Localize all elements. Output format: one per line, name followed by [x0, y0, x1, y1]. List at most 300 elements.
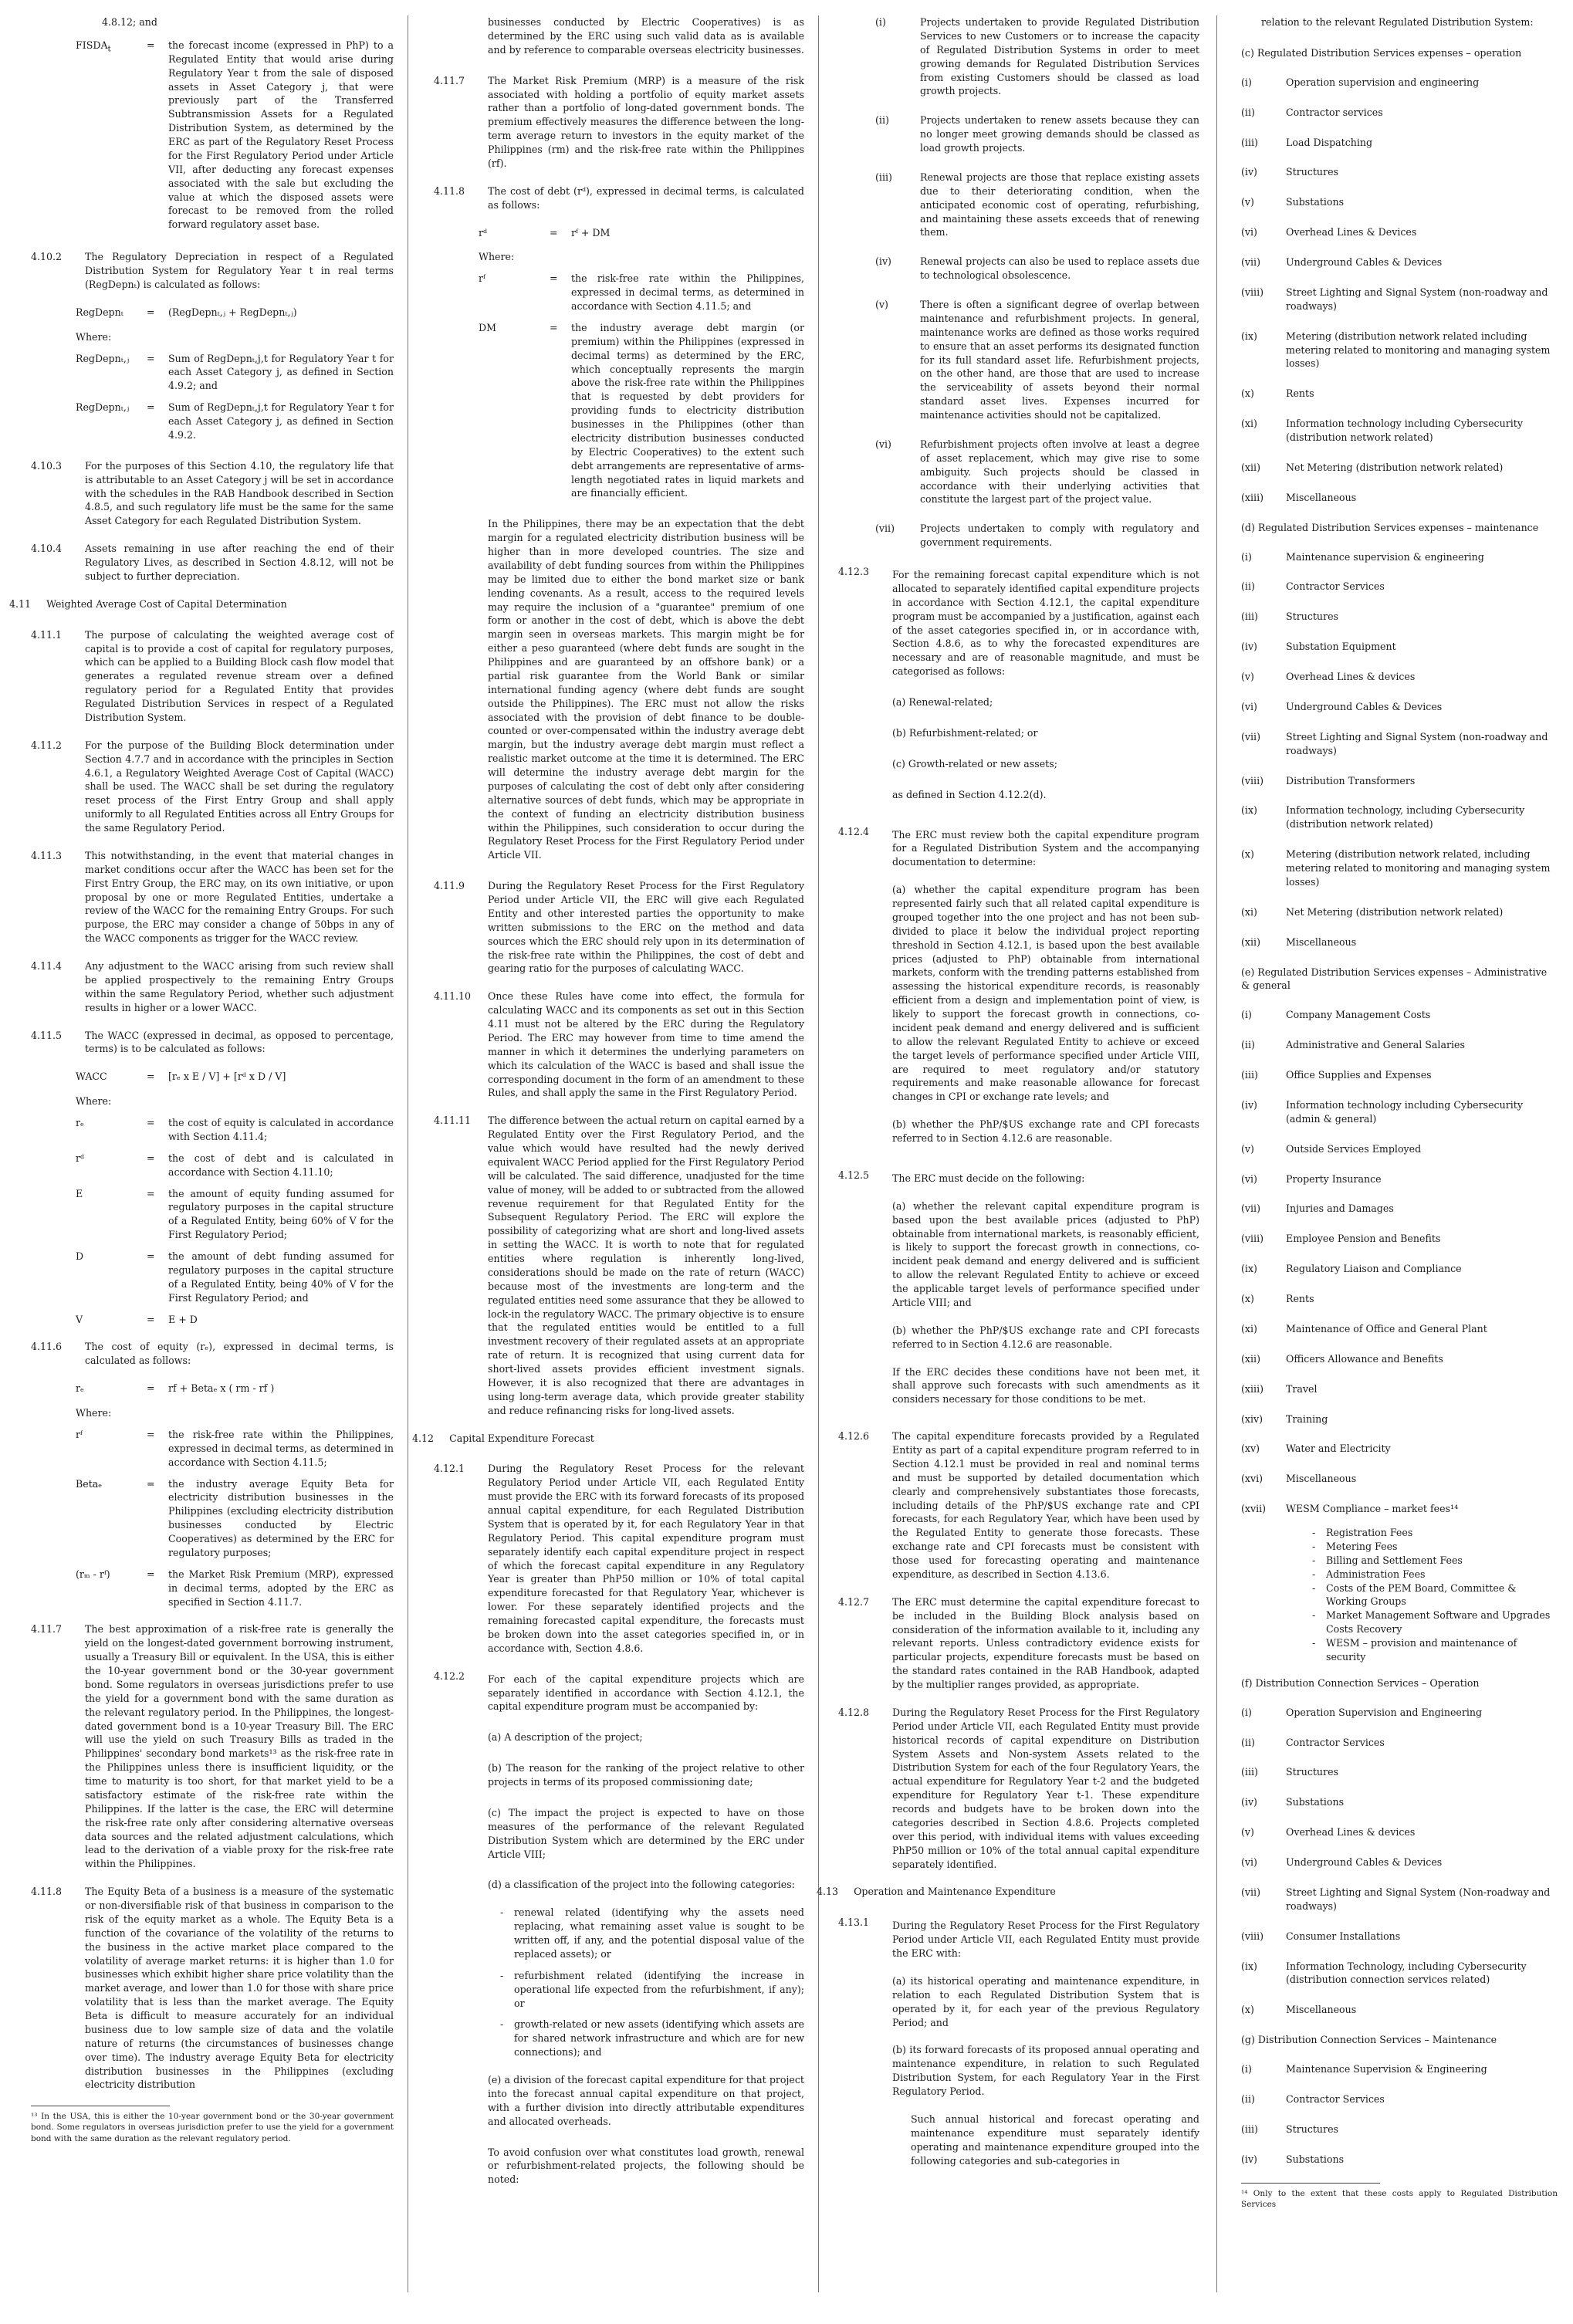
category-item-text: Information Technology, including Cybersecurity (distribution connection services related): [1286, 1960, 1527, 1986]
list-item: (a) its historical operating and maintenance expenditure, in relation to each Regulated Distribution System that is operated by it, for each year of the previous Regulatory Period; and: [892, 1974, 1199, 2028]
category-item-text: Contractor Services: [1286, 2092, 1385, 2105]
column-3: [817, 15, 1199, 2190]
clause-text: The Equity Beta of a business is a measure of the systematic or non-diversifiable risk of that business in comparison to the risk of the equity market as a whole. The Equity Beta is a function of the covariance of the volatility of the returns to the business in the active market place compared to the volatility of average market returns: it is higher than 1.0 for businesses which exhibit higher share price volatility than the market average, and lower than 1.0 for those with share price volatility that is less than the market average. The Equity Beta is difficult to measure accurately for an individual business due to low sample size of data and the volatile nature of returns (the circumstances of businesses change over time). The industry average Equity Beta for electricity distribution businesses in the Philippines (excluding electricity distribution: [85, 1886, 394, 2091]
category-item: [1241, 580, 1558, 594]
clause-4-10-3: [31, 459, 394, 528]
term-definition: Sum of RegDepnₜ,j,t for Regulatory Year t for each Asset Category j, as defined in Section 4.9.2.: [168, 401, 394, 441]
column-divider: [818, 15, 819, 2292]
category-item-text: Structures: [1286, 2123, 1338, 2135]
equation-rhs: rᶠ + DM: [571, 226, 611, 238]
roman-number: (i): [1241, 1009, 1252, 1021]
section-title: Operation and Maintenance Expenditure: [854, 1886, 1056, 1898]
clause-4-11-2: [31, 739, 394, 835]
clause-4-12-4: [838, 825, 1199, 1155]
category-item: [1241, 1142, 1558, 1156]
clause-number: 4.11.7: [31, 1623, 63, 1636]
category-item: [1241, 387, 1558, 401]
where-label: Where:: [76, 1095, 112, 1108]
roman-number: (iv): [1241, 1796, 1257, 1808]
category-item-text: Structures: [1286, 166, 1338, 178]
roman-number: (ii): [1241, 2092, 1255, 2105]
roman-item: [875, 171, 1199, 239]
clause-4-11-10: [434, 989, 804, 1100]
clause-text: The ERC must decide on the following:: [892, 1172, 1085, 1184]
clause-number: 4.12.3: [838, 566, 870, 577]
category-item: [1241, 2003, 1558, 2017]
clause-number: 4.13.1: [838, 1916, 870, 1929]
term: rₑ: [76, 1117, 84, 1128]
roman-number: (x): [1241, 1293, 1254, 1304]
clause-text: During the Regulatory Reset Process for the First Regulatory Period under Article VII, each Regulated Entity must provide the ERC with:: [892, 1920, 1199, 1959]
roman-number: (vii): [875, 523, 895, 535]
clause-4-11-7b: [434, 74, 804, 171]
section-number: 4.11: [9, 597, 32, 610]
clause-number: 4.11.9: [434, 880, 465, 892]
category-item-text: Street Lighting and Signal System (non-roadway and roadways): [1286, 286, 1548, 312]
term: D: [76, 1250, 84, 1262]
clause-tail: as defined in Section 4.12.2(d).: [892, 788, 1047, 800]
category-item-text: Metering (distribution network related, including metering related to monitoring and managing system losses): [1286, 848, 1551, 888]
column-1: [9, 15, 394, 2144]
roman-number: (iii): [875, 171, 892, 183]
clause-number: 4.11.3: [31, 849, 63, 861]
roman-number: (xiv): [1241, 1412, 1263, 1425]
category-item: [1241, 1008, 1558, 1022]
category-item-text: Net Metering (distribution network related): [1286, 461, 1504, 473]
category-item-text: Distribution Transformers: [1286, 774, 1416, 787]
equation-rhs: [rₑ x E / V] + [rᵈ x D / V]: [168, 1071, 286, 1083]
category-item: [1241, 1322, 1558, 1336]
clause-4-13-1: [838, 1916, 1199, 2177]
category-item-text: Underground Cables & Devices: [1286, 700, 1443, 712]
clause-4-11-8: [31, 1885, 394, 2092]
clause-number: 4.11.6: [31, 1341, 63, 1353]
category-item: [1241, 1352, 1558, 1366]
clause-4-11-6: [31, 1340, 394, 1368]
equation-lhs: WACC: [76, 1071, 107, 1083]
clause-4-10-4: [31, 542, 394, 584]
clause-number: 4.11.8: [434, 184, 465, 197]
roman-number: (ix): [1241, 804, 1257, 817]
dash-item-text: refurbishment related (identifying the increase in operational life expected from the refurbishment, if any); or: [514, 1969, 804, 2009]
category-item: [1241, 2092, 1558, 2106]
category-item: [1241, 1232, 1558, 1246]
category-item-text: Rents: [1286, 1293, 1314, 1304]
roman-number: (ix): [1241, 1960, 1257, 1972]
term-definition: the amount of debt funding assumed for regulatory purposes in the capital structure of a Regulated Entity, being 40% of V for the First Regulatory Period; and: [168, 1250, 394, 1304]
category-item-text: Office Supplies and Expenses: [1286, 1069, 1432, 1081]
clause-4-11-7: [31, 1622, 394, 1871]
fisda-subscript: t: [107, 44, 111, 54]
equation-lhs: RegDepnₜ: [76, 306, 123, 318]
roman-number: (vi): [1241, 226, 1257, 238]
category-item: [1241, 1855, 1558, 1869]
category-item: [1241, 1736, 1558, 1750]
category-item-text: Company Management Costs: [1286, 1009, 1431, 1021]
category-item: [1241, 1795, 1558, 1809]
category-heading: (e) Regulated Distribution Services expenses – Administrative & general: [1241, 966, 1548, 992]
list-item: (a) whether the capital expenditure program has been represented fairly such that all related capital expenditure is grouped together into the one project and has not been sub-divided to place it below the individual project reporting threshold in Section 4.12.1, is based upon the best available prices (adjusted to PhP) obtainable from international markets, conform with the trending patterns established from assessing the historical expenditure records, is reasonably efficient from a design and implementation point of view, is likely to support the forecast growth in connections, co-incident peak demand and energy delivered and is sufficient to allow the relevant Regulated Entity to achieve or exceed the target levels of performance specified under Article VIII, are required to meet regulatory and/or statutory requirements and make reasonable allowance for forecast changes in CPI or exchange rate levels; and: [892, 884, 1199, 1103]
term-definition: Sum of RegDepnₜ,j,t for Regulatory Year t for each Asset Category j, as defined in Section 4.9.2; and: [168, 352, 394, 392]
dash-item-text: renewal related (identifying why the assets need replacing, what remaining asset value is sought to be written off, if any, and the potential disposal value of the replaced assets); or: [514, 1906, 804, 1960]
clause-text: For the remaining forecast capital expenditure which is not allocated to separately identified capital expenditure projects in accordance with Section 4.12.1, the capital expenditure program must be accompanied by a justification, against each of the asset categories specified in, or in accordance with, Section 4.8.6, as to why the forecasted expenditures are necessary and are of reasonable magnitude, and must be categorised as follows:: [892, 569, 1199, 678]
category-item: [1241, 136, 1558, 150]
clause-body: [488, 1669, 804, 2197]
category-item-text: Property Insurance: [1286, 1172, 1382, 1185]
roman-number: (v): [1241, 671, 1254, 682]
clause-tail: Such annual historical and forecast operating and maintenance expenditure must separately identify operating and maintenance expenditure grouped into the following categories and sub-categories in: [911, 2113, 1199, 2167]
roman-item: [875, 15, 1199, 98]
category-heading: (g) Distribution Connection Services – Maintenance: [1241, 2034, 1497, 2046]
category-item-text: Information technology including Cybersecurity (admin & general): [1286, 1098, 1523, 1125]
category-item-text: Water and Electricity: [1286, 1443, 1391, 1455]
clause-number: 4.11.11: [434, 1115, 472, 1127]
roman-number: (i): [1241, 76, 1252, 88]
category-item-text: Overhead Lines & Devices: [1286, 226, 1417, 238]
roman-number: (xv): [1241, 1443, 1260, 1455]
roman-number: (v): [1241, 1142, 1254, 1155]
roman-number: (i): [875, 16, 886, 28]
definition-row: [76, 1250, 394, 1305]
clause-tail: If the ERC decides these conditions have not been met, it shall approve such forecasts with such amendments as it considers necessary for those conditions to be met.: [892, 1365, 1199, 1406]
roman-number: (xvii): [1241, 1503, 1267, 1515]
clause-text: The difference between the actual return on capital earned by a Regulated Entity over the First Regulatory Period, and the value which would have resulted had the newly derived equivalent WACC Period applied for the First Regulatory Period will be calculated. The said difference, unadjusted for the time value of money, will be added to or subtracted from the allowed revenue requirement for that Regulated Entity for the Subsequent Regulatory Period. The ERC will explore the possibility of categorizing what are short and long-lived assets in setting the WACC. It is worth to note that for regulated entities where regulation is inherently long-lived, considerations should be made on the rate of return (WACC) because most of the investments are long-term and the regulated entities need some assurance that they be allowed to lock-in the regulatory WACC. The primary objective is to ensure that the regulated entities would be entitled to a full investment recovery of their regulated assets at an appropriate rate of return. It is recognized that using current data for short-lived assets provides efficient investment signals. However, it is also recognized that there are advantages in using long-term average data, which provide greater stability and reduce refinancing risks for long-lived assets.: [488, 1115, 804, 1416]
note-paragraph: To avoid confusion over what constitutes load growth, renewal or refurbishment-related projects, the following should be noted:: [488, 2146, 804, 2186]
term: Betaₑ: [76, 1477, 103, 1490]
roman-number: (iii): [1241, 2123, 1258, 2135]
roman-number: (xvi): [1241, 1473, 1263, 1485]
category-item: [1241, 106, 1558, 120]
clause-text: During the Regulatory Reset Process for the First Regulatory Period under Article VII, the ERC will give each Regulated Entity and other interested parties the opportunity to make written submissions to the ERC on the method and data sources which the ERC should rely upon in its determination of the risk-free rate within the Philippines, the cost of debt and gearing ratio for the purposes of calculating WACC.: [488, 880, 804, 975]
term: (rₘ - rᶠ): [76, 1568, 110, 1580]
category-item: [1241, 847, 1558, 889]
market-fee-text: Metering Fees: [1326, 1540, 1398, 1552]
section-number: 4.12: [412, 1432, 435, 1444]
equals-sign: =: [147, 1187, 155, 1199]
roman-text: Projects undertaken to provide Regulated Distribution Services to new Customers or to increase the capacity of Regulated Distribution Systems in order to meet growing demands for Regulated Distribution Services from existing Customers should be classed as load growth projects.: [920, 16, 1199, 97]
clause-number: 4.12.6: [838, 1430, 870, 1443]
category-item: [1241, 195, 1558, 209]
market-fee-text: Billing and Settlement Fees: [1326, 1554, 1463, 1566]
clause-4-12-7: [838, 1595, 1199, 1692]
term-definition: the industry average debt margin (or premium) within the Philippines (expressed in decimal terms) as determined by the ERC, which conceptually represents the margin above the risk-free rate within the Philippines that is requested by debt providers for providing funds to electricity distribution businesses in the Philippines (other than electricity distribution businesses conducted by Electric Cooperatives) to the extent such debt arrangements are representative of arms-length negotiated rates in liquid markets and are financially efficient.: [571, 321, 804, 499]
cost-of-debt-equation: [479, 226, 804, 240]
category-item-text: Employee Pension and Benefits: [1286, 1233, 1441, 1245]
category-item-text: Underground Cables & Devices: [1286, 1856, 1443, 1868]
roman-number: (vi): [1241, 1856, 1257, 1868]
roman-number: (ii): [1241, 1736, 1255, 1748]
roman-number: (iv): [1241, 166, 1257, 178]
footnote: ¹³ In the USA, this is either the 10-year government bond or the 30-year government bond. Some regulators in overseas jurisdiction prefer to use the yield for a government bond with the same duration as the relevant regulatory period.: [31, 2112, 394, 2143]
clause-4-10-2: [31, 250, 394, 292]
clause-number: 4.12.4: [838, 825, 870, 837]
clause-number: 4.11.5: [31, 1029, 63, 1041]
roman-number: (vi): [1241, 1172, 1257, 1185]
clause-4-12-8: [838, 1706, 1199, 1872]
equals-sign: =: [147, 1477, 155, 1490]
roman-number: (vii): [1241, 1203, 1260, 1215]
roman-item: [875, 255, 1199, 282]
roman-number: (iii): [1241, 136, 1258, 148]
continued-line: 4.8.12; and: [102, 16, 157, 28]
category-item: [1241, 1382, 1558, 1396]
category-item-text: Administrative and General Salaries: [1286, 1039, 1465, 1051]
clause-text: The WACC (expressed in decimal, as opposed to percentage, terms) is to be calculated as follows:: [85, 1029, 394, 1055]
term: V: [76, 1313, 83, 1325]
clause-number: 4.11.7: [434, 74, 465, 86]
equals-sign: =: [147, 401, 155, 414]
category-item: [1241, 550, 1558, 564]
category-item-text: Outside Services Employed: [1286, 1142, 1422, 1155]
continued-paragraph: businesses conducted by Electric Cooperatives) is as determined by the ERC using such valid data as is available and by reference to comparable overseas electricity businesses.: [488, 16, 804, 56]
clause-body: [892, 565, 1199, 811]
category-item-text: Net Metering (distribution network related): [1286, 905, 1504, 918]
roman-number: (iii): [1241, 1766, 1258, 1778]
equation-lhs: rₑ: [76, 1382, 84, 1395]
market-fee-item: - Registration Fees: [1312, 1526, 1558, 1540]
category-item-text: Structures: [1286, 1766, 1338, 1778]
roman-text: Projects undertaken to renew assets because they can no longer meet growing demands should be classed as load growth projects.: [920, 114, 1199, 154]
roman-number: (iii): [1241, 1069, 1258, 1081]
term: rᶠ: [479, 272, 485, 285]
term: rᵈ: [76, 1152, 85, 1164]
category-item: [1241, 640, 1558, 654]
where-label: Where:: [479, 251, 515, 263]
category-item: [1241, 165, 1558, 179]
equals-sign: =: [147, 306, 155, 318]
roman-item: [875, 438, 1199, 506]
roman-number: (viii): [1241, 1233, 1264, 1245]
roman-number: (v): [1241, 196, 1254, 208]
category-item: [1241, 330, 1558, 371]
term: RegDepnₜ,ⱼ: [76, 352, 130, 364]
definition-row: [479, 321, 804, 500]
section-number: 4.13: [817, 1886, 839, 1898]
clause-text: This notwithstanding, in the event that material changes in market conditions occur after the WACC has been set for the First Entry Group, the ERC may, on its own initiative, or upon proposal by one or more Regulated Entities, undertake a review of the WACC for the remaining Entry Groups. For such purpose, the ERC may consider a change of 50bps in any of the WACC components as trigger for the WACC review.: [85, 849, 394, 945]
term: E: [76, 1187, 83, 1199]
cost-of-equity-equation: [76, 1382, 394, 1395]
clause-text: The best approximation of a risk-free rate is generally the yield on the longest-dated government borrowing instrument, usually a Treasury Bill or equivalent. In the USA, this is either the 10-year government bond or the 30-year government bond. Some regulators in overseas jurisdictions prefer to use the yield for a government bond with the same duration as the relevant regulatory period. In the Philippines, the longest-dated government bond is a 10-year Treasury Bill. The ERC will use the yield on such Treasury Bills as traded in the Philippines' secondary bond markets¹³ as the risk-free rate in the Philippines unless there is insufficient liquidity, or the time to maturity is too short, for that market yield to be a satisfactory estimate of the risk-free rate within the Philippines. If the latter is the case, the ERC will determine the risk-free rate only after considering alternative overseas data sources and the related adjustment calculations, which lead to the derivation of a viable proxy for the risk-free rate within the Philippines.: [85, 1623, 394, 1870]
dash-item: - refurbishment related (identifying the increase in operational life expected from the refurbishment, if any); or: [500, 1969, 804, 2009]
clause-text: Once these Rules have come into effect, the formula for calculating WACC and its components as set out in this Section 4.11 must not be altered by the ERC during the Regulatory Period. The ERC may however from time to time amend the manner in which it determines the underlying parameters on which its calculation of the WACC is based and shall issue the corresponding document in the form of an amendment to these Rules, and shall apply the same in the First Regulatory Period.: [488, 990, 804, 1099]
clause-text: The purpose of calculating the weighted average cost of capital is to provide a cost of capital for regulatory purposes, which can be applied to a Building Block cash flow model that generates a regulated revenue stream over a defined regulatory period for a Regulated Entity that provides Regulated Distribution Services in respect of a Regulated Distribution System.: [85, 628, 394, 723]
clause-4-11-5: [31, 1029, 394, 1057]
roman-number: (vii): [1241, 730, 1260, 743]
term: rᶠ: [76, 1428, 83, 1440]
definition-row: [76, 352, 394, 394]
category-item: [1241, 1960, 1558, 1987]
clause-4-11-8b: [434, 184, 804, 212]
roman-number: (ii): [1241, 106, 1255, 118]
category-item: [1241, 417, 1558, 445]
equals-sign: =: [147, 1313, 155, 1325]
definition-row: [76, 1568, 394, 1609]
category-item: [1241, 461, 1558, 475]
term: RegDepnₜ,ⱼ: [76, 401, 130, 414]
category-item-text: Street Lighting and Signal System (non-roadway and roadways): [1286, 730, 1548, 756]
equals-sign: =: [147, 1071, 155, 1083]
list-item: (b) whether the PhP/$US exchange rate and CPI forecasts referred to in Section 4.12.6 are reasonable.: [892, 1118, 1199, 1144]
definition-row: [76, 401, 394, 442]
clause-body: [892, 1916, 1199, 2177]
list-item: (e) a division of the forecast capital expenditure for that project into the forecast annual capital expenditure on that project, with a further division into directly attributable expenditures and allocated overheads.: [488, 2074, 804, 2127]
category-item-text: Training: [1286, 1412, 1328, 1425]
where-label: Where:: [76, 1407, 112, 1419]
clause-4-12-3: [838, 565, 1199, 811]
clause-number: 4.11.8: [31, 1886, 63, 1898]
category-item: [1241, 730, 1558, 758]
market-fee-item: - Metering Fees: [1312, 1540, 1558, 1554]
category-item-text: Contractor services: [1286, 106, 1383, 118]
clause-4-12-2: [434, 1669, 804, 2197]
clause-text: Assets remaining in use after reaching the end of their Regulatory Lives, as described in Section 4.8.12, will not be subject to further depreciation.: [85, 543, 394, 582]
category-item: [1241, 1292, 1558, 1306]
category-item: [1241, 935, 1558, 949]
roman-number: (iii): [1241, 611, 1258, 623]
term-definition: the cost of debt and is calculated in accordance with Section 4.11.10;: [168, 1152, 394, 1178]
category-item-text: Substations: [1286, 2153, 1345, 2165]
term-definition: E + D: [168, 1313, 198, 1325]
category-item-text: Street Lighting and Signal System (Non-roadway and roadways): [1286, 1886, 1551, 1912]
category-item: [1241, 1442, 1558, 1456]
roman-number: (iv): [1241, 2153, 1257, 2165]
roman-text: Renewal projects are those that replace existing assets due to their deteriorating condition, when the anticipated economic cost of operating, refurbishing, and maintaining these assets exceeds that of renewing them.: [920, 171, 1199, 238]
roman-number: (iv): [1241, 1098, 1257, 1111]
roman-number: (xi): [1241, 418, 1257, 430]
category-item-text: Load Dispatching: [1286, 136, 1373, 148]
market-fee-text: Registration Fees: [1326, 1527, 1413, 1538]
category-item-text: Operation supervision and engineering: [1286, 76, 1480, 88]
definition-row: [76, 1152, 394, 1179]
roman-number: (xiii): [1241, 1382, 1264, 1395]
market-fees-list: [1312, 1526, 1558, 1664]
category-item-text: Miscellaneous: [1286, 491, 1357, 503]
term-definition: the risk-free rate within the Philippines, expressed in decimal terms, as determined in accordance with Section 4.11.5;: [168, 1428, 394, 1468]
category-item: [1241, 670, 1558, 684]
category-item: [1241, 1502, 1558, 1516]
clause-4-12-1: [434, 1462, 804, 1655]
clause-text: The Market Risk Premium (MRP) is a measure of the risk associated with holding a portfolio of equity market assets rather than a portfolio of long-dated government bonds. The premium effectively measures the difference between the long-term average return to investors in the equity market of the Philippines (rm) and the risk-free rate within the Philippines (rf).: [488, 74, 804, 169]
category-item-text: Overhead Lines & devices: [1286, 671, 1416, 682]
category-item-text: Injuries and Damages: [1286, 1203, 1394, 1215]
footnote-separator: [1241, 2183, 1380, 2184]
column-4: [1241, 15, 1558, 2210]
category-item: [1241, 491, 1558, 505]
category-item: [1241, 1172, 1558, 1186]
section-heading-4-13: [817, 1885, 1199, 1899]
definition-row: [76, 1428, 394, 1470]
category-item-text: Contractor Services: [1286, 580, 1385, 593]
category-item: [1241, 1886, 1558, 1913]
list-item: (a) A description of the project;: [488, 1731, 643, 1744]
roman-number: (i): [1241, 1706, 1252, 1718]
column-divider: [1216, 15, 1217, 2292]
clause-number: 4.11.1: [31, 628, 63, 641]
category-item-text: Travel: [1286, 1382, 1318, 1395]
category-item-text: Overhead Lines & devices: [1286, 1826, 1416, 1839]
category-item: [1241, 225, 1558, 239]
market-fee-text: WESM – provision and maintenance of security: [1326, 1637, 1517, 1663]
category-item: [1241, 774, 1558, 788]
roman-number: (i): [1241, 2063, 1252, 2075]
category-item-text: Substations: [1286, 1796, 1345, 1808]
roman-number: (ix): [1241, 330, 1257, 342]
category-item-text: Operation Supervision and Engineering: [1286, 1706, 1483, 1718]
market-fee-item: - WESM – provision and maintenance of security: [1312, 1636, 1558, 1664]
equals-sign: =: [550, 226, 558, 238]
list-item: (b) its forward forecasts of its proposed annual operating and maintenance expenditure, in relation to such Regulated Distribution System, for each Regulatory Year in the First Regulatory Period.: [892, 2044, 1199, 2097]
clause-text: For each of the capital expenditure projects which are separately identified in accordance with Section 4.12.1, the capital expenditure program must be accompanied by:: [488, 1673, 804, 1713]
roman-number: (viii): [1241, 1930, 1264, 1942]
roman-item: [875, 522, 1199, 550]
term: DM: [479, 321, 496, 333]
roman-number: (ix): [1241, 1263, 1257, 1275]
category-item: [1241, 1412, 1558, 1426]
category-item: [1241, 1825, 1558, 1839]
market-fee-item: - Billing and Settlement Fees: [1312, 1554, 1558, 1568]
market-fee-item: - Administration Fees: [1312, 1568, 1558, 1581]
roman-number: (x): [1241, 387, 1254, 400]
equation-rhs: rf + Betaₑ x ( rm - rf ): [168, 1382, 275, 1395]
category-item: [1241, 255, 1558, 269]
category-item: [1241, 803, 1558, 831]
roman-number: (ii): [1241, 580, 1255, 593]
clause-number: 4.10.4: [31, 543, 63, 555]
category-item: [1241, 1262, 1558, 1276]
equals-sign: =: [147, 1250, 155, 1262]
clause-text: The cost of equity (rₑ), expressed in decimal terms, is calculated as follows:: [85, 1341, 394, 1367]
list-item: (b) whether the PhP/$US exchange rate and CPI forecasts referred to in Section 4.12.6 are reasonable.: [892, 1324, 1199, 1350]
market-fee-item: - Market Management Software and Upgrades Costs Recovery: [1312, 1609, 1558, 1636]
term-definition: the risk-free rate within the Philippines, expressed in decimal terms, as determined in accordance with Section 4.11.5; and: [571, 272, 804, 312]
clause-number: 4.10.3: [31, 459, 63, 472]
fisda-symbol: FISDA: [76, 39, 108, 51]
category-item-text: Miscellaneous: [1286, 1473, 1357, 1485]
definition-row: [76, 1313, 394, 1327]
term-definition: the industry average Equity Beta for electricity distribution businesses in the Philippines (excluding electricity distribution businesses conducted by Electric Cooperatives) as determined by the ERC for regulatory purposes;: [168, 1477, 394, 1558]
definition-row: [76, 1116, 394, 1144]
category-item: [1241, 286, 1558, 313]
wacc-equation: [76, 1070, 394, 1084]
category-item-text: Rents: [1286, 387, 1314, 400]
term-definition: the cost of equity is calculated in accordance with Section 4.11.4;: [168, 1117, 394, 1142]
category-item-text: Contractor Services: [1286, 1736, 1385, 1748]
roman-number: (viii): [1241, 774, 1264, 787]
category-heading: (d) Regulated Distribution Services expenses – maintenance: [1241, 521, 1539, 533]
category-item: [1241, 1472, 1558, 1486]
category-item-text: Maintenance Supervision & Engineering: [1286, 2063, 1487, 2075]
clause-number: 4.11.4: [31, 960, 63, 972]
clause-text: The ERC must determine the capital expenditure forecast to be included in the Building Block analysis based on consideration of the information available to it, including any relevant reports. Unless contradictory evidence exists for particular projects, expenditure forecasts must be based on the standard rates contained in the RAB Handbook, adapted by the multiplier ranges provided, as appropriate.: [892, 1595, 1199, 1690]
roman-list: [875, 15, 1199, 550]
roman-number: (v): [875, 299, 888, 310]
category-item-text: Underground Cables & Devices: [1286, 256, 1443, 268]
clause-text: The cost of debt (rᵈ), expressed in decimal terms, is calculated as follows:: [488, 184, 804, 211]
definition-row: [76, 1477, 394, 1560]
debt-margin-paragraph: In the Philippines, there may be an expectation that the debt margin for a regulated electricity distribution business will be higher than in more developed countries. The size and availability of debt funding sources from within the Philippines may be limited due to either the bond market size or bank lending covenants. As a result, access to the required levels may require the inclusion of a "guarantee" premium of one form or another in the cost of debt, which is above the debt margin seen in overseas markets. This margin might be for either a peso guaranteed (where debt funds are sought in the Philippines and are guaranteed by an offshore bank) or a partial risk guarantee from the World Bank or similar international funding agency (where debt funds are sought outside the Philippines). The ERC must not allow the risks associated with the provision of debt finance to be double-counted or over-compensated within the industry average debt margin, but the industry average debt margin must reflect a realistic market outcome at the time it is determined. The ERC will determine the industry average debt margin for the purposes of calculating the cost of debt only after considering alternative sources of debt funds, which may be appropriate in the context of funding an electricity distribution business within the Philippines, such consideration to occur during the Regulatory Reset Process for the First Regulatory Period under Article VII.: [488, 518, 804, 861]
clause-text: During the Regulatory Reset Process for the First Regulatory Period under Article VII, each Regulated Entity must provide historical records of capital expenditure on Distribution System Assets and Non-system Assets related to the Distribution System for each of the four Regulatory Years, the actual expenditure for Regulatory Year t-2 and the budgeted expenditure for Regulatory Year t-1. These expenditure records and budgets have to be broken down into the categories described in Section 4.8.6. Projects completed over this period, with individual items with values exceeding PhP50 million or 10% of the total annual capital expenditure separately identified.: [892, 1706, 1199, 1870]
category-item-text: Information technology including Cybersecurity (distribution network related): [1286, 418, 1523, 443]
list-item: (b) Refurbishment-related; or: [892, 726, 1038, 739]
list-item: (d) a classification of the project into the following categories:: [488, 1879, 795, 1891]
clause-4-11-1: [31, 628, 394, 725]
list-item: (c) The impact the project is expected to have on those measures of the performance of the relevant Regulated Distribution System which are determined by the ERC under Article VIII;: [488, 1806, 804, 1860]
category-heading: (f) Distribution Connection Services – Operation: [1241, 1676, 1480, 1689]
roman-number: (vi): [1241, 700, 1257, 712]
section-title: Capital Expenditure Forecast: [449, 1432, 594, 1444]
clause-4-12-6: [838, 1429, 1199, 1581]
roman-number: (vii): [1241, 256, 1260, 268]
